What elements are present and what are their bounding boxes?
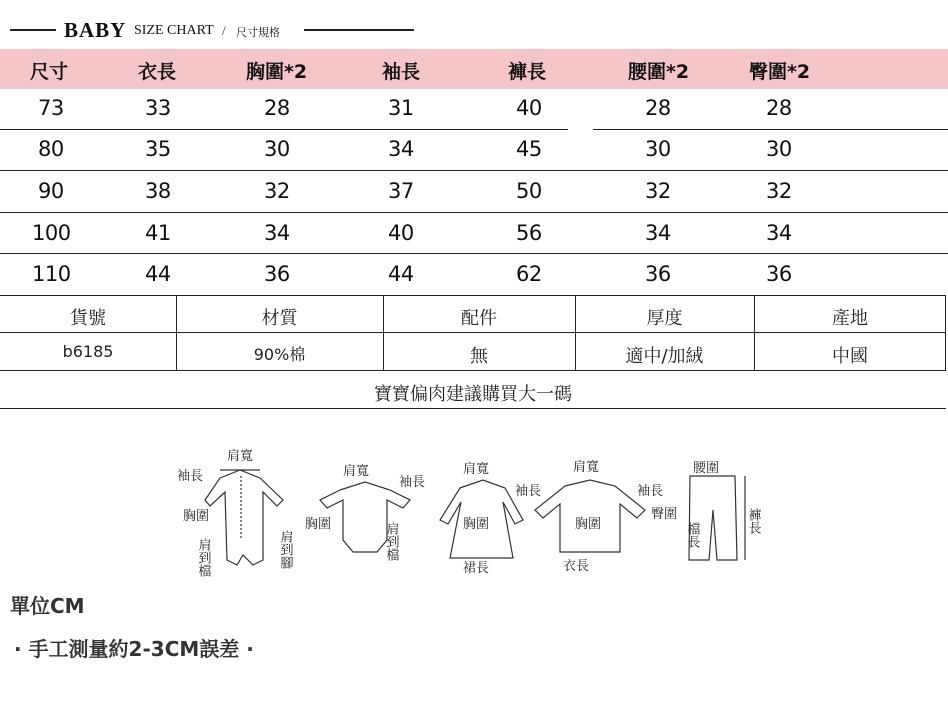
table-cell: 34 (264, 221, 290, 245)
dress-label-chest: 胸圍 (463, 517, 490, 532)
pants-label-length: 褲長 (745, 508, 761, 534)
info-value-origin: 中國 (832, 346, 868, 367)
row-divider (0, 170, 948, 171)
romper-label-shoulder-to-crotch: 肩到檔 (195, 538, 211, 577)
info-value-accessories: 無 (470, 346, 488, 367)
info-header-item-no: 貨號 (70, 308, 106, 329)
top-label-length: 衣長 (563, 559, 590, 574)
table-cell: 32 (645, 179, 671, 203)
bodysuit-label-shoulder: 肩寬 (343, 464, 370, 479)
romper-label-shoulder-to-foot: 肩到腳 (277, 530, 293, 569)
romper-label-shoulder: 肩寬 (227, 449, 254, 464)
row-divider (593, 129, 948, 130)
table-cell: 56 (516, 221, 542, 245)
table-cell: 40 (516, 96, 542, 120)
header-chest: 胸圍*2 (246, 61, 308, 83)
info-value-material: 90%棉 (253, 345, 306, 364)
unit-note: 單位CM (10, 594, 85, 618)
title-left-rule (10, 29, 56, 31)
table-cell: 34 (645, 221, 671, 245)
title-slash: / (222, 23, 226, 38)
table-cell: 110 (32, 262, 71, 286)
table-cell: 90 (38, 179, 64, 203)
header-sleeve: 袖長 (382, 61, 421, 83)
pants-label-hip: 臀圍 (651, 507, 678, 522)
top-label-sleeve: 袖長 (637, 484, 664, 499)
romper-diagram (205, 470, 283, 565)
table-cell: 34 (388, 137, 414, 161)
table-border (0, 370, 946, 371)
table-cell: 30 (264, 137, 290, 161)
table-cell: 73 (38, 96, 64, 120)
brand-subtitle: SIZE CHART (134, 23, 214, 38)
header-pants-length: 褲長 (508, 61, 547, 83)
bodysuit-label-chest: 胸圍 (305, 517, 332, 532)
info-header-thickness: 厚度 (646, 308, 683, 329)
size-table-header (0, 49, 948, 89)
top-label-chest: 胸圍 (575, 517, 602, 532)
table-cell: 41 (145, 221, 171, 245)
table-cell: 28 (264, 96, 290, 120)
brand-subtitle-cn: 尺寸規格 (236, 26, 280, 39)
top-label-shoulder: 肩寬 (573, 460, 600, 475)
title-right-rule (304, 29, 414, 31)
table-cell: 40 (388, 221, 414, 245)
table-cell: 62 (516, 262, 542, 286)
brand-title: BABY (64, 18, 127, 42)
info-value-thickness: 適中/加絨 (625, 346, 704, 367)
table-cell: 37 (388, 179, 414, 203)
table-border (0, 295, 946, 296)
table-cell: 36 (645, 262, 671, 286)
size-advice: 寶寶偏肉建議購買大一碼 (374, 384, 572, 405)
row-divider (0, 129, 568, 130)
table-cell: 28 (766, 96, 792, 120)
romper-label-sleeve: 袖長 (177, 469, 204, 484)
dress-label-shoulder: 肩寬 (463, 462, 490, 477)
table-cell: 44 (388, 262, 414, 286)
bodysuit-label-sleeve: 袖長 (399, 475, 426, 490)
table-cell: 32 (264, 179, 290, 203)
table-cell: 45 (516, 137, 542, 161)
dress-label-skirt-length: 裙長 (463, 561, 490, 576)
dress-label-sleeve: 袖長 (515, 484, 542, 499)
garment-diagrams (165, 440, 775, 585)
row-divider (0, 253, 948, 254)
info-header-material: 材質 (261, 308, 298, 329)
pants-label-crotch: 檔長 (684, 522, 700, 548)
header-waist: 腰圍*2 (628, 61, 690, 83)
table-border (0, 408, 946, 409)
table-cell: 30 (645, 137, 671, 161)
bodysuit-label-shoulder-to-crotch: 肩到檔 (383, 522, 399, 561)
table-cell: 32 (766, 179, 792, 203)
measurement-error-note: · 手工測量約2-3CM誤差 · (14, 637, 254, 661)
table-cell: 31 (388, 96, 414, 120)
table-cell: 30 (766, 137, 792, 161)
pants-label-waist: 腰圍 (693, 461, 720, 476)
table-cell: 28 (645, 96, 671, 120)
header-hip: 臀圍*2 (749, 61, 811, 83)
table-cell: 36 (766, 262, 792, 286)
top-diagram (535, 480, 645, 552)
table-cell: 38 (145, 179, 171, 203)
chart-title-bar (0, 16, 948, 44)
row-divider (0, 212, 948, 213)
table-cell: 100 (32, 221, 71, 245)
header-size: 尺寸 (30, 61, 69, 83)
table-cell: 36 (264, 262, 290, 286)
table-cell: 50 (516, 179, 542, 203)
table-border (0, 332, 946, 333)
table-cell: 35 (145, 137, 171, 161)
info-header-accessories: 配件 (461, 308, 497, 329)
table-cell: 44 (145, 262, 171, 286)
table-cell: 33 (145, 96, 171, 120)
header-length: 衣長 (138, 61, 177, 83)
table-cell: 80 (38, 137, 64, 161)
info-header-origin: 產地 (832, 308, 868, 329)
table-cell: 34 (766, 221, 792, 245)
info-value-item-no: b6185 (62, 342, 114, 361)
romper-label-chest: 胸圍 (183, 509, 210, 524)
